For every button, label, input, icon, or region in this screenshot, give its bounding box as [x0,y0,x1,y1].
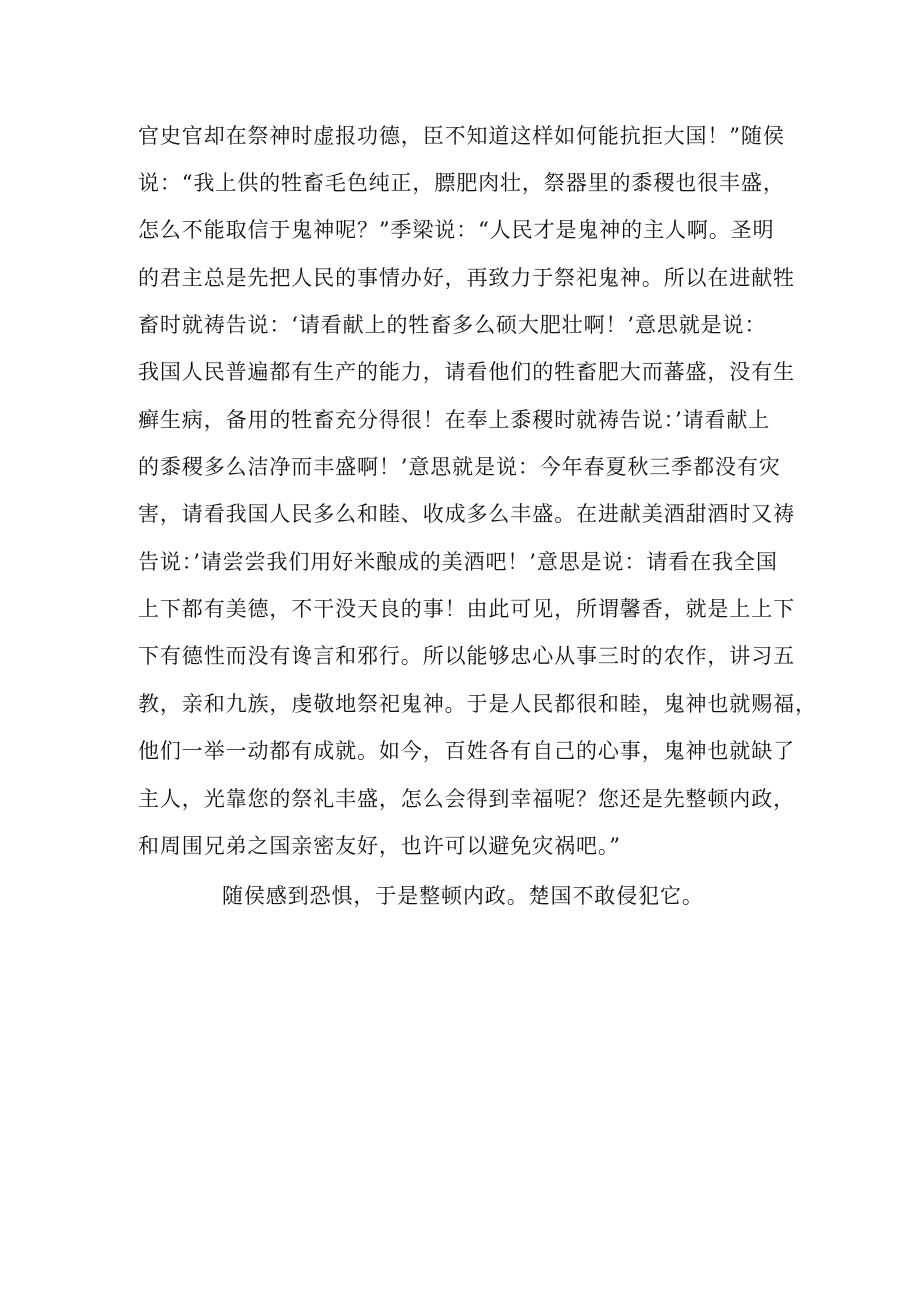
text-line: 随侯感到恐惧，于是整顿内政。楚国不敢侵犯它。 [222,884,704,908]
text-line: 说：“我上供的牲畜毛色纯正，膘肥肉壮，祭器里的黍稷也很丰盛， [138,171,785,195]
text-line: 癣生病，备用的牲畜充分得很！在奉上黍稷时就祷告说：’请看献上 [138,408,771,432]
text-line: 害，请看我国人民多么和睦、收成多么丰盛。在进献美酒甜酒时又祷 [138,502,795,526]
text-line: 怎么不能取信于鬼神呢？”季梁说：“人民才是鬼神的主人啊。圣明 [138,218,775,242]
text-line: 的黍稷多么洁净而丰盛啊！’意思就是说：今年春夏秋三季都没有灾 [138,455,781,479]
text-line: 主人，光靠您的祭礼丰盛，怎么会得到幸福呢？您还是先整顿内政， [138,787,795,811]
text-line: 官史官却在祭神时虚报功德，臣不知道这样如何能抗拒大国！”随侯 [138,124,785,148]
text-line: 上下都有美德，不干没天良的事！由此可见，所谓馨香，就是上上下 [138,597,795,621]
text-line: 的君主总是先把人民的事情办好，再致力于祭祀鬼神。所以在进献牲 [138,266,795,290]
text-line: 下有德性而没有谗言和邪行。所以能够忠心从事三时的农作，讲习五 [138,644,795,668]
text-line: 我国人民普遍都有生产的能力，请看他们的牲畜肥大而蕃盛，没有生 [138,360,795,384]
text-line: 他们一举一动都有成就。如今，百姓各有自己的心事，鬼神也就缺了 [138,739,795,763]
text-line: 畜时就祷告说：‘请看献上的牲畜多么硕大肥壮啊！’意思就是说： [138,313,767,337]
text-line: 教，亲和九族，虔敬地祭祀鬼神。于是人民都很和睦，鬼神也就赐福， [138,692,817,716]
text-line: 和周围兄弟之国亲密友好，也许可以避免灾祸吧。” [138,834,621,858]
text-line: 告说：’请尝尝我们用好米酿成的美酒吧！’意思是说：请看在我全国 [138,550,778,574]
